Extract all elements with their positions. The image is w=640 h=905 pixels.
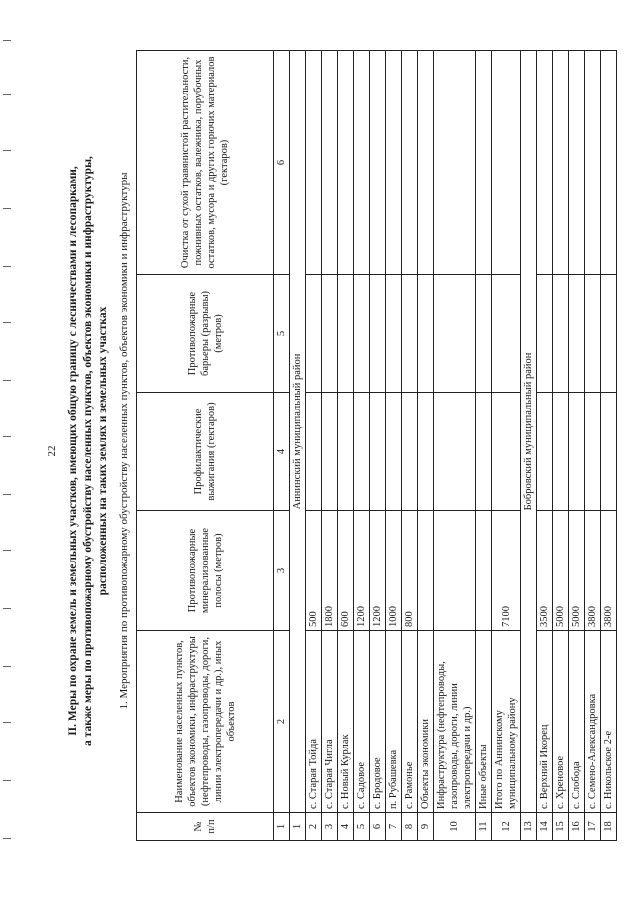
burning-cell bbox=[492, 393, 521, 511]
row-number-cell: 3 bbox=[322, 813, 338, 841]
burning-cell bbox=[537, 393, 553, 511]
section-heading bbox=[66, 41, 111, 861]
rotated-page bbox=[40, 41, 614, 861]
object-name-cell: с. Хреновое bbox=[553, 631, 569, 813]
object-name-cell: с. Рамонье bbox=[402, 631, 418, 813]
mineral-strips-cell: 3800 bbox=[601, 511, 617, 631]
burning-cell bbox=[434, 393, 476, 511]
barriers-cell bbox=[402, 275, 418, 393]
barriers-cell bbox=[585, 275, 601, 393]
barriers-cell bbox=[434, 275, 476, 393]
row-number-cell: 11 bbox=[476, 813, 492, 841]
cleaning-cell bbox=[402, 51, 418, 275]
row-number-cell: 10 bbox=[434, 813, 476, 841]
index-cell: 6 bbox=[274, 51, 290, 275]
header-cell-name: Наименование населенных пунктов, объектов экономики, инфраструктуры (нефтепроводы, газопроводы, дороги, линии электропередачи и др.), иных объектов bbox=[137, 631, 274, 813]
row-number-cell: 7 bbox=[386, 813, 402, 841]
cleaning-cell bbox=[585, 51, 601, 275]
measures-table bbox=[136, 50, 617, 841]
object-name-cell: с. Старая Тойда bbox=[306, 631, 322, 813]
cleaning-cell bbox=[418, 51, 434, 275]
row-number-cell: 12 bbox=[492, 813, 521, 841]
section-row bbox=[521, 51, 537, 841]
barriers-cell bbox=[601, 275, 617, 393]
mineral-strips-cell bbox=[418, 511, 434, 631]
cleaning-cell bbox=[569, 51, 585, 275]
heading-line: расположенных на таких землях и земельных участках bbox=[97, 306, 109, 596]
mineral-strips-cell: 1800 bbox=[322, 511, 338, 631]
table-row bbox=[476, 51, 492, 841]
burning-cell bbox=[553, 393, 569, 511]
row-number-cell: 2 bbox=[306, 813, 322, 841]
index-cell: 5 bbox=[274, 275, 290, 393]
row-number-cell: 16 bbox=[569, 813, 585, 841]
cleaning-cell bbox=[537, 51, 553, 275]
cleaning-cell bbox=[492, 51, 521, 275]
row-number-cell: 14 bbox=[537, 813, 553, 841]
object-name-cell: с. Слобода bbox=[569, 631, 585, 813]
object-name-cell: с. Старая Чигла bbox=[322, 631, 338, 813]
burning-cell bbox=[601, 393, 617, 511]
burning-cell bbox=[306, 393, 322, 511]
table-row bbox=[338, 51, 354, 841]
mineral-strips-cell: 5000 bbox=[569, 511, 585, 631]
barriers-cell bbox=[354, 275, 370, 393]
table-row bbox=[322, 51, 338, 841]
row-number-cell: 18 bbox=[601, 813, 617, 841]
object-name-cell: Объекты экономики bbox=[418, 631, 434, 813]
table-row bbox=[306, 51, 322, 841]
row-number-cell: 6 bbox=[370, 813, 386, 841]
row-number-cell: 9 bbox=[418, 813, 434, 841]
object-name-cell: с. Новый Курлак bbox=[338, 631, 354, 813]
mineral-strips-cell: 800 bbox=[402, 511, 418, 631]
cleaning-cell bbox=[434, 51, 476, 275]
header-cell-cleaning: Очистка от сухой травянистой растительности, пожнивных остатков, валежника, порубочных остатков, мусора и других горючих материалов (гектаров) bbox=[137, 51, 274, 275]
barriers-cell bbox=[418, 275, 434, 393]
mineral-strips-cell: 5000 bbox=[553, 511, 569, 631]
heading-line: II. Меры по охране земель и земельных участков, имеющих общую границу с лесничествами и лесопарками, bbox=[67, 166, 79, 736]
object-name-cell: п. Рубашевка bbox=[386, 631, 402, 813]
table-row bbox=[492, 51, 521, 841]
header-cell-num: № п/п bbox=[137, 813, 274, 841]
row-number-cell: 17 bbox=[585, 813, 601, 841]
table-row bbox=[585, 51, 601, 841]
page-number: 22 bbox=[46, 445, 58, 457]
header-cell-burning: Профилактические выжигания (гектаров) bbox=[137, 393, 274, 511]
object-name-cell: с. Верхний Икорец bbox=[537, 631, 553, 813]
header-cell-mineral-strips: Противопожарные минерализованные полосы (метров) bbox=[137, 511, 274, 631]
district-name-cell: Бобровский муниципальный район bbox=[521, 51, 537, 813]
section-row bbox=[290, 51, 306, 841]
burning-cell bbox=[322, 393, 338, 511]
scan-edge-marks bbox=[0, 0, 14, 905]
index-cell: 1 bbox=[274, 813, 290, 841]
table-row bbox=[601, 51, 617, 841]
barriers-cell bbox=[306, 275, 322, 393]
cleaning-cell bbox=[553, 51, 569, 275]
burning-cell bbox=[476, 393, 492, 511]
table-row bbox=[354, 51, 370, 841]
burning-cell bbox=[386, 393, 402, 511]
row-number-cell: 1 bbox=[290, 813, 306, 841]
mineral-strips-cell: 600 bbox=[338, 511, 354, 631]
barriers-cell bbox=[370, 275, 386, 393]
cleaning-cell bbox=[338, 51, 354, 275]
mineral-strips-cell: 1000 bbox=[386, 511, 402, 631]
cleaning-cell bbox=[370, 51, 386, 275]
table-row bbox=[434, 51, 476, 841]
row-number-cell: 15 bbox=[553, 813, 569, 841]
mineral-strips-cell: 500 bbox=[306, 511, 322, 631]
mineral-strips-cell bbox=[434, 511, 476, 631]
barriers-cell bbox=[553, 275, 569, 393]
object-name-cell: с. Семено-Александровка bbox=[585, 631, 601, 813]
index-cell: 2 bbox=[274, 631, 290, 813]
barriers-cell bbox=[476, 275, 492, 393]
cleaning-cell bbox=[601, 51, 617, 275]
burning-cell bbox=[354, 393, 370, 511]
mineral-strips-cell bbox=[476, 511, 492, 631]
header-row bbox=[137, 51, 274, 841]
index-cell: 3 bbox=[274, 511, 290, 631]
table-row bbox=[569, 51, 585, 841]
mineral-strips-cell: 1200 bbox=[370, 511, 386, 631]
burning-cell bbox=[585, 393, 601, 511]
table-row bbox=[370, 51, 386, 841]
object-name-cell: с. Садовое bbox=[354, 631, 370, 813]
barriers-cell bbox=[338, 275, 354, 393]
row-number-cell: 13 bbox=[521, 813, 537, 841]
index-cell: 4 bbox=[274, 393, 290, 511]
barriers-cell bbox=[537, 275, 553, 393]
cleaning-cell bbox=[476, 51, 492, 275]
table-row bbox=[418, 51, 434, 841]
district-name-cell: Аннинский муниципальный район bbox=[290, 51, 306, 813]
cleaning-cell bbox=[322, 51, 338, 275]
mineral-strips-cell: 3800 bbox=[585, 511, 601, 631]
column-index-row bbox=[274, 51, 290, 841]
table-row bbox=[386, 51, 402, 841]
cleaning-cell bbox=[306, 51, 322, 275]
table-body bbox=[290, 51, 617, 841]
barriers-cell bbox=[322, 275, 338, 393]
mineral-strips-cell: 1200 bbox=[354, 511, 370, 631]
burning-cell bbox=[338, 393, 354, 511]
cleaning-cell bbox=[386, 51, 402, 275]
burning-cell bbox=[370, 393, 386, 511]
row-number-cell: 5 bbox=[354, 813, 370, 841]
header-cell-barriers: Противопожарные барьеры (разрывы) (метров) bbox=[137, 275, 274, 393]
table-row bbox=[553, 51, 569, 841]
mineral-strips-cell: 7100 bbox=[492, 511, 521, 631]
object-name-cell: с. Никольское 2-е bbox=[601, 631, 617, 813]
burning-cell bbox=[569, 393, 585, 511]
burning-cell bbox=[402, 393, 418, 511]
table-row bbox=[402, 51, 418, 841]
row-number-cell: 8 bbox=[402, 813, 418, 841]
barriers-cell bbox=[569, 275, 585, 393]
object-name-cell: с. Бродовое bbox=[370, 631, 386, 813]
object-name-cell: Итого по Аннинскому муниципальному району bbox=[492, 631, 521, 813]
burning-cell bbox=[418, 393, 434, 511]
subsection-heading: 1. Мероприятия по противопожарному обустройству населенных пунктов, объектов экономики и инфраструктуры bbox=[118, 172, 130, 710]
heading-line: а также меры по противопожарному обустройству населенных пунктов, объектов экономики и инфраструктуры, bbox=[82, 156, 94, 746]
table-row bbox=[537, 51, 553, 841]
mineral-strips-cell: 3500 bbox=[537, 511, 553, 631]
object-name-cell: Инфраструктура (нефтепроводы, газопроводы, дороги, линии электропередачи и др.) bbox=[434, 631, 476, 813]
cleaning-cell bbox=[354, 51, 370, 275]
object-name-cell: Иные объекты bbox=[476, 631, 492, 813]
row-number-cell: 4 bbox=[338, 813, 354, 841]
barriers-cell bbox=[386, 275, 402, 393]
barriers-cell bbox=[492, 275, 521, 393]
